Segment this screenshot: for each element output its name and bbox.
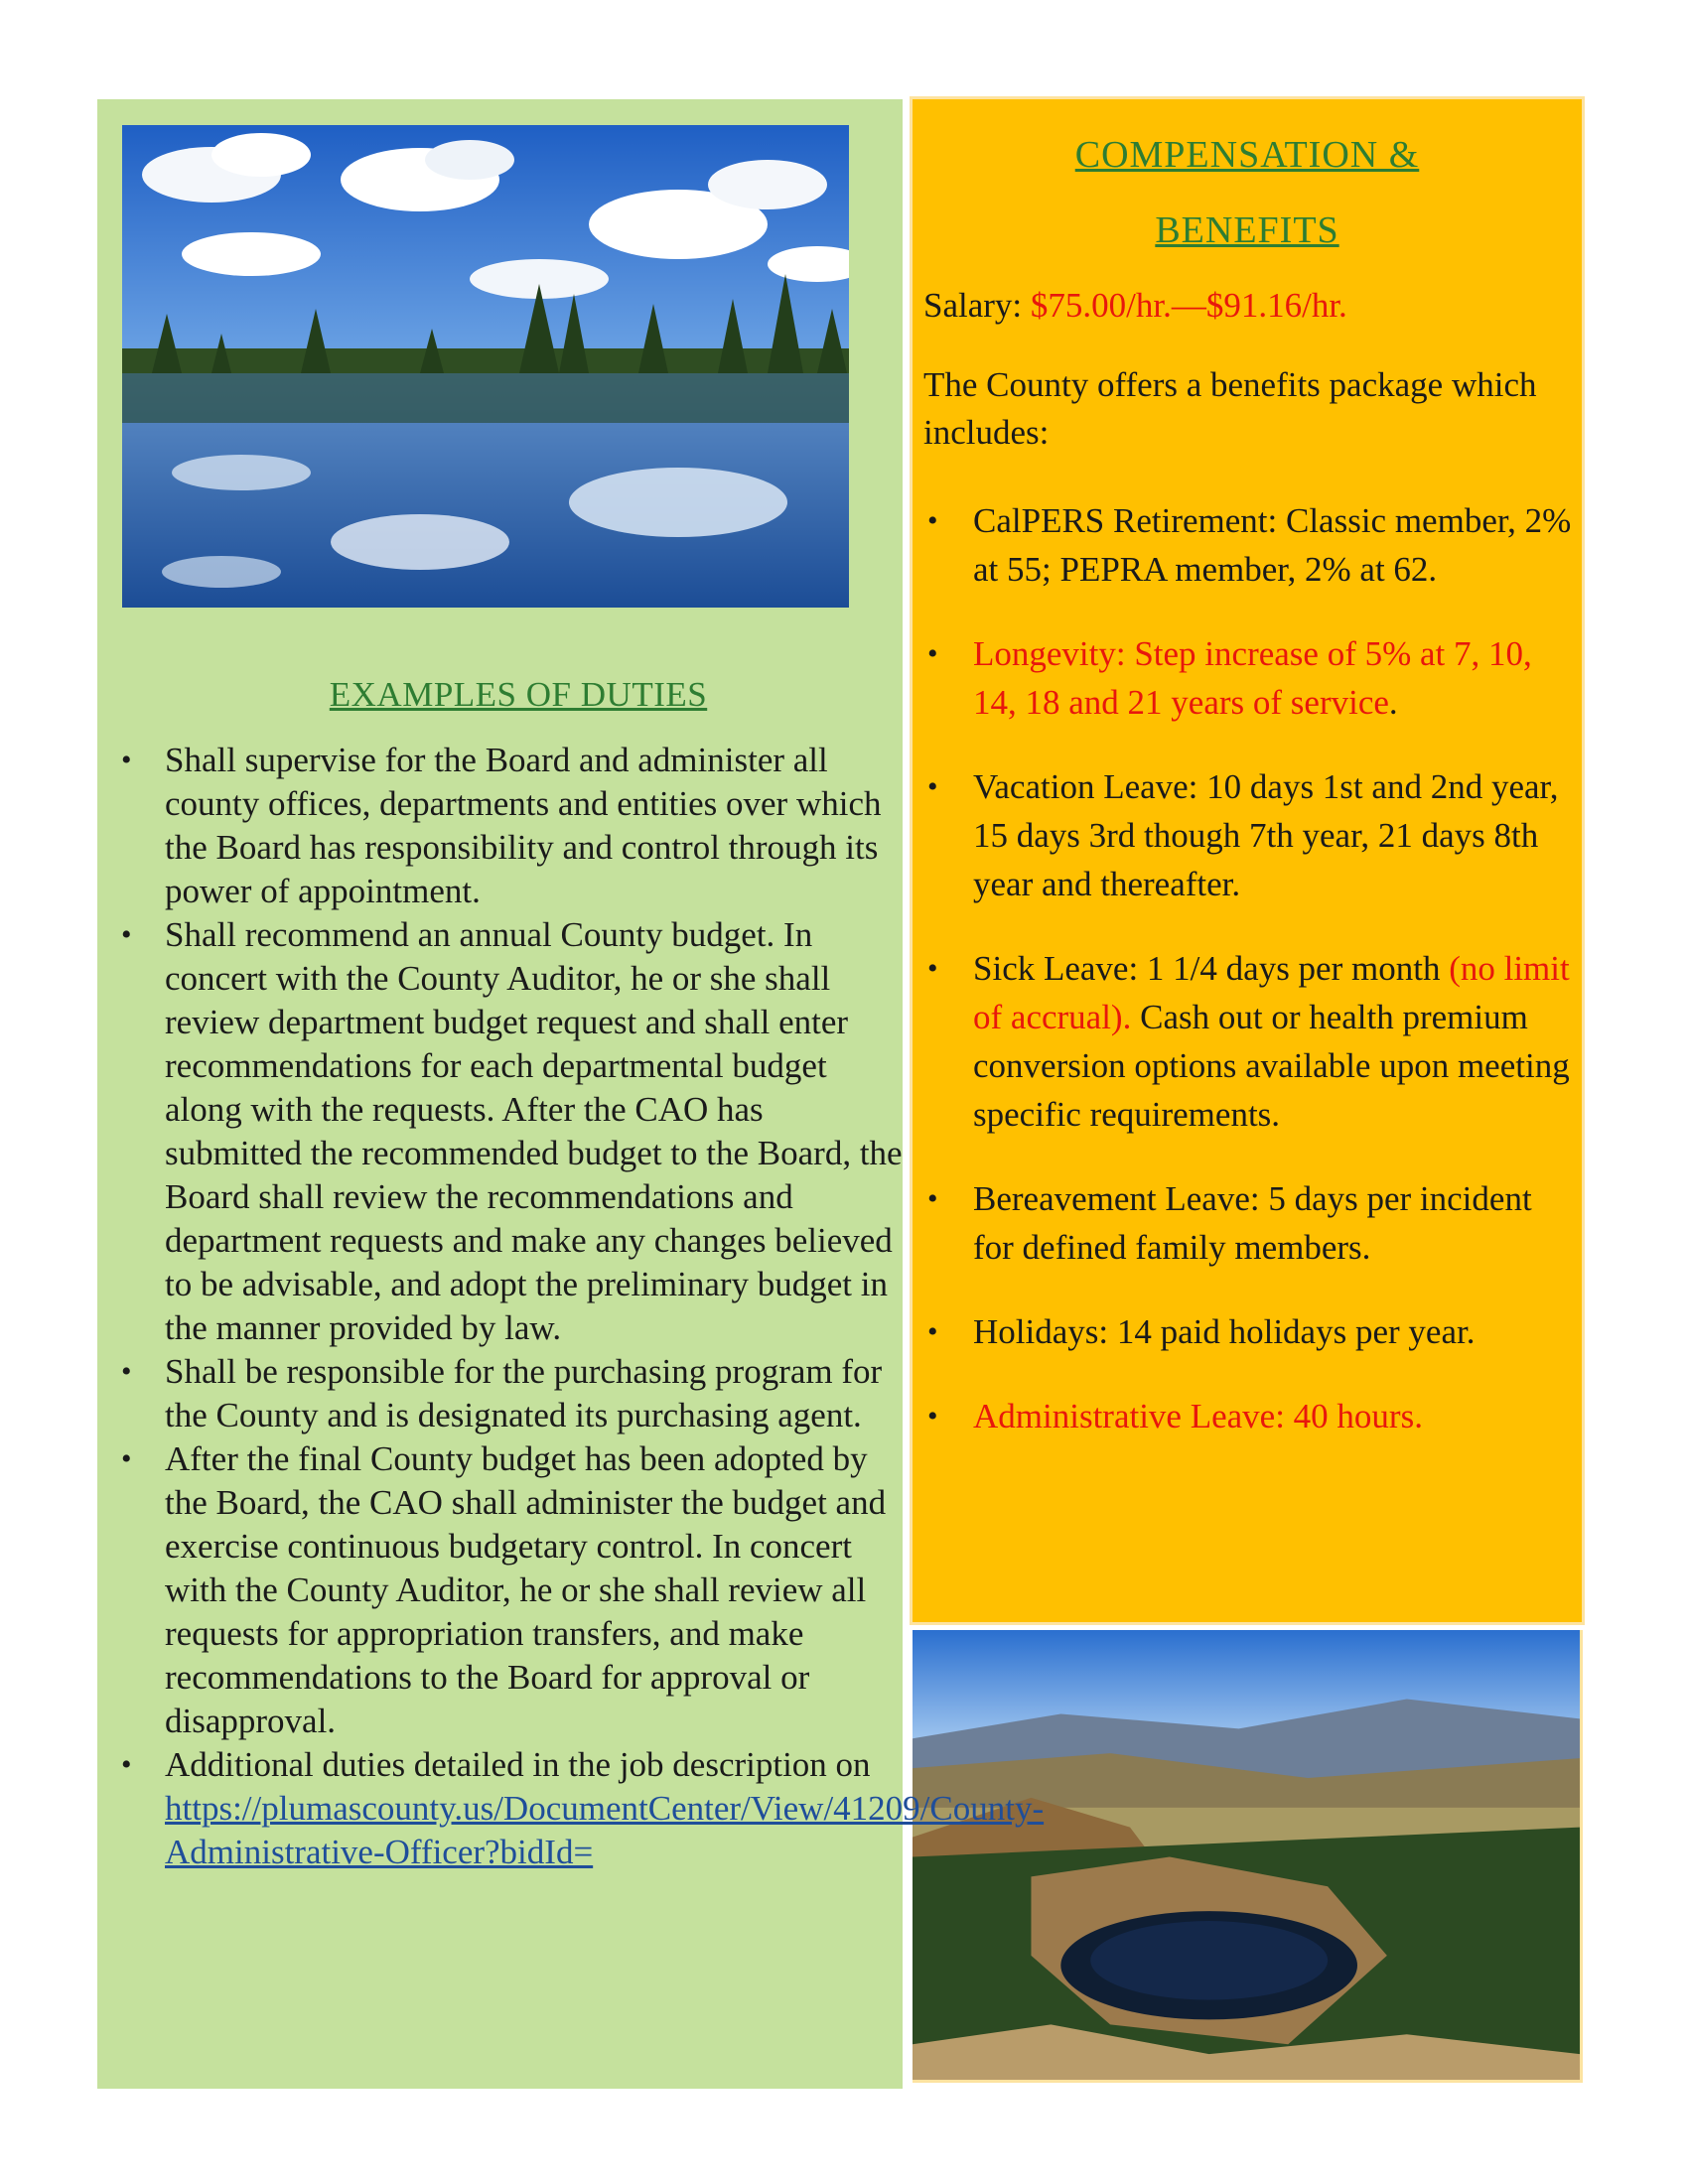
salary-value: $75.00/hr.—$91.16/hr.	[1030, 286, 1347, 325]
duty-item-additional	[121, 1743, 1045, 1874]
benefit-sick-accrual: (no limit of accrual).	[973, 949, 1570, 1036]
benefits-intro: The County offers a benefits package which includes:	[923, 365, 1537, 452]
duty-item: • Shall recommend an annual County budget. In concert with the County Auditor, he or she shall review department budget request and shall enter recommendations for each departmental budget along with the requests. After the CAO has submitted the recommended budget to the Board, the Board shall review the recommendations and department requests and make any changes believed to be advisable, and adopt the preliminary budget in the manner provided by law.	[121, 913, 906, 1350]
benefit-holidays: • Holidays: 14 paid holidays per year.	[923, 1307, 1579, 1356]
duties-heading: EXAMPLES OF DUTIES	[329, 675, 708, 714]
duty-item: • After the final County budget has been adopted by the Board, the CAO shall administer the budget and exercise continuous budgetary control. In concert with the County Auditor, he or she shall review all requests for appropriation transfers, and make recommendations to the Board for approval or disapproval.	[121, 1437, 906, 1743]
benefit-sick-c: Cash out or health premium conversion options available upon meeting specific requirements.	[973, 998, 1570, 1134]
salary-line	[923, 282, 1579, 330]
benefit-longevity-end: .	[1388, 683, 1398, 722]
benefit-sick	[923, 944, 1579, 1139]
mountain-lake-photo	[913, 1630, 1583, 2083]
duty-additional-text: Additional duties detailed in the job description on	[165, 1745, 871, 1784]
benefit-administrative: • Administrative Leave: 40 hours.	[923, 1392, 1579, 1440]
benefit-bereavement: • Bereavement Leave: 5 days per incident for defined family members.	[923, 1174, 1579, 1272]
benefit-longevity	[923, 629, 1579, 727]
job-description-link[interactable]: https://plumascounty.us/DocumentCenter/View/41209/County-Administrative-Officer?bidId=	[165, 1789, 1045, 1871]
benefits-list	[923, 496, 1579, 1476]
duties-list	[121, 739, 1045, 1874]
compensation-heading	[910, 117, 1585, 268]
compensation-heading-line1: COMPENSATION &	[1074, 134, 1420, 176]
salary-label: Salary:	[923, 286, 1031, 325]
duty-item: • Shall be responsible for the purchasing program for the County and is designated its purchasing agent.	[121, 1350, 906, 1437]
benefit-vacation: • Vacation Leave: 10 days 1st and 2nd year, 15 days 3rd though 7th year, 21 days 8th year and thereafter.	[923, 762, 1579, 908]
benefit-retirement: • CalPERS Retirement: Classic member, 2% at 55; PEPRA member, 2% at 62.	[923, 496, 1579, 594]
compensation-heading-line2: BENEFITS	[1155, 209, 1339, 251]
benefit-longevity-text: Longevity: Step increase of 5% at 7, 10, 14, 18 and 21 years of service	[973, 634, 1532, 722]
benefit-sick-a: Sick Leave: 1 1/4 days per month	[973, 949, 1450, 988]
lake-photo	[122, 125, 849, 608]
duty-item: • Shall supervise for the Board and administer all county offices, departments and entities over which the Board has responsibility and control through its power of appointment.	[121, 739, 906, 913]
